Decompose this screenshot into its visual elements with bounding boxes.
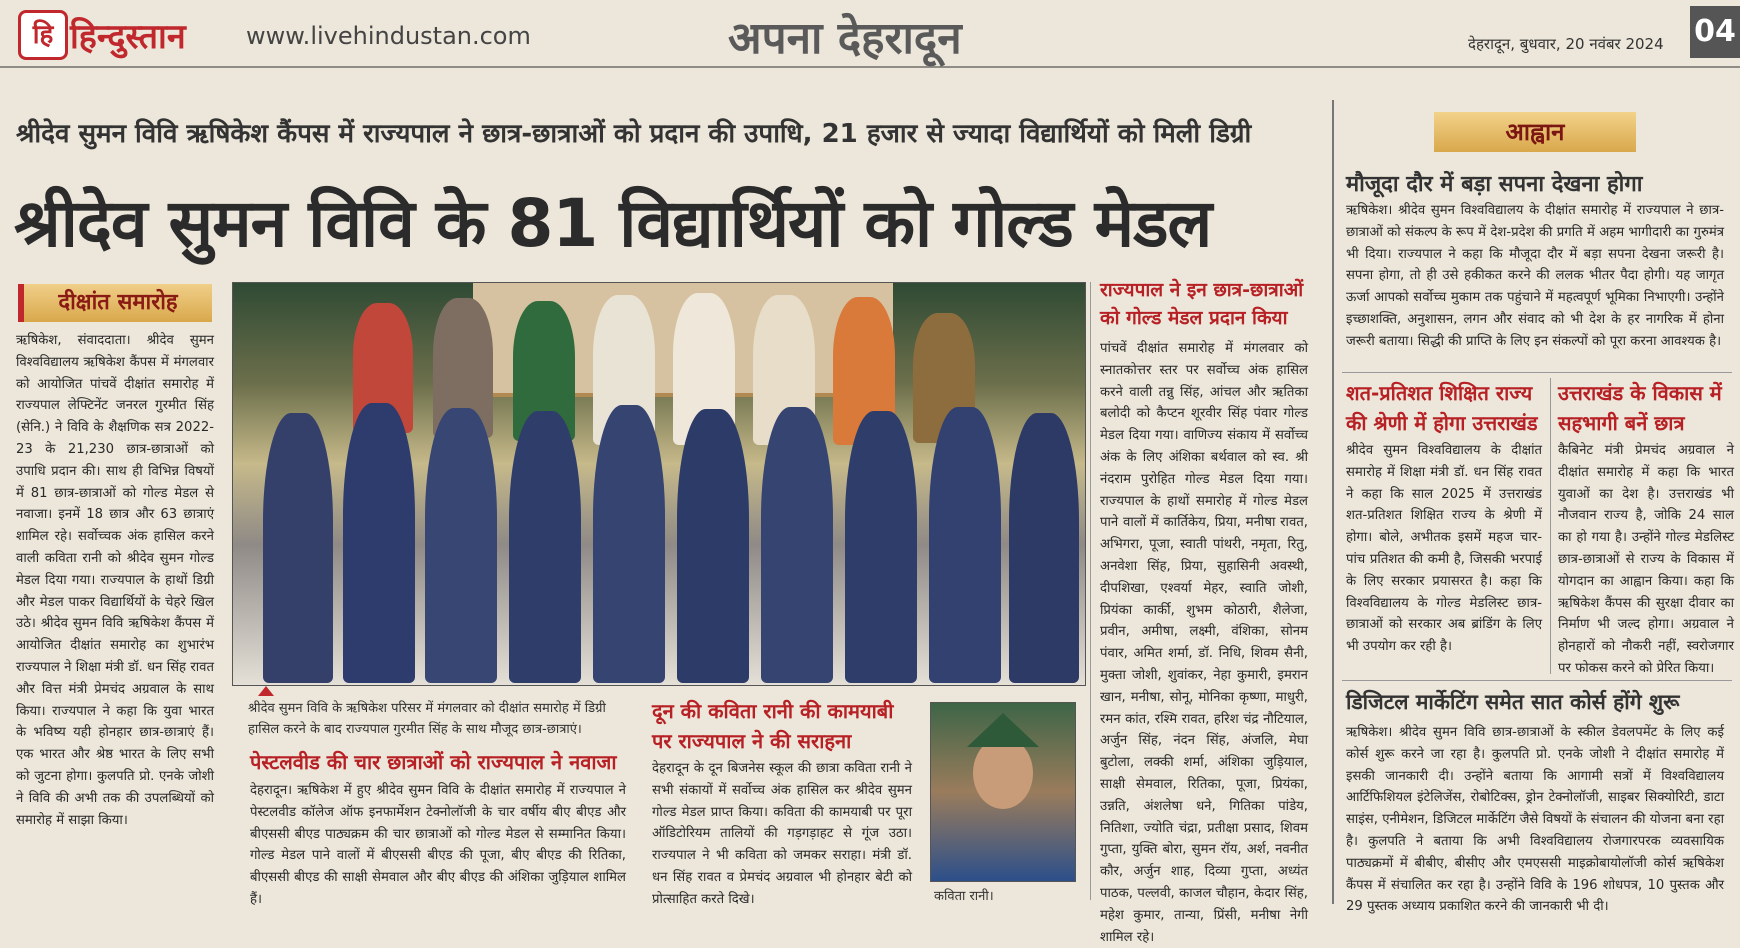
gold-medal-list-text: पांचवें दीक्षांत समारोह में मंगलवार को स्नातकोत्तर स्तर पर सर्वोच्च अंक हासिल करने वाली तन्नु सिंह, आंचल और ऋतिका बलोदी को कैप्टन शूरवीर सिंह पंवार गोल्ड मेडल दिया गया। वाणिज्य संकाय में सर्वोच्च अंक के लिए अंशिका बर्थवाल को स्व. श्री नंदराम पुरोहित गोल्ड मेडल दिया गया। राज्यपाल के हाथों समारोह में गोल्ड मेडल पाने वालों में कार्तिकेय, प्रिया, मनीषा रावत, अभिगरा, पूजा, स्वाती पांथरी, नमृता, रितु, अनवेशा सिंह, प्रिया, सुहासिनी अवस्थी, दीपशिखा, एश्वर्या मेहर, स्वाति जोशी, प्रियंका कार्की, शुभम कोठारी, शैलेजा, प्रवीन, अमीषा, लक्ष्मी, वंशिका, सोनम पंवार, अमित शर्मा, डॉ. निधि, शिवम सैनी, मुक्ता जोशी, शुवांकर, नेहा कुमारी, इमरान खान, मनीषा, सोनू, मोनिका कृष्णा, माधुरी, रमन कांत, रश्मि रावत, हरिश चंद्र नौटियाल, अर्जुन सिंह, नंदन सिंह, अंजलि, मेघा बुटोला, लक्की शर्मा, अंशिका जुड़ियाल, साक्षी सेमवाल, रितिका, पूजा, प्रियंका, उन्नति, अंशलेषा धने, गितिका पांडेय, नितिशा, ज्योति चंद्रा, प्रतीक्षा प्रसाद, शिवम गुप्ता, युक्ति बोरा, सुमन रॉय, अर्श, नवनीत कौर, अर्जुन शाह, दिव्या गुप्ता, अध्यंत पाठक, पल्लवी, काजल चौहान, केदार सिंह, महेश कुमार, तान्या, प्रिंसी, मनीषा नेगी शामिल रहे।: [1100, 341, 1308, 945]
story-headline: श्रीदेव सुमन विवि के 81 विद्यार्थियों को गोल्ड मेडल: [14, 185, 1212, 262]
portrait-face: [973, 737, 1033, 809]
website-url: www.livehindustan.com: [246, 22, 531, 50]
subhead-kavita-rani: दून की कविता रानी की कामयाबी पर राज्यपाल ने की सराहना: [652, 699, 894, 753]
right-headline-3: उत्तराखंड के विकास में सहभागी बनें छात्र: [1558, 381, 1722, 435]
photo-figure: [677, 409, 749, 683]
page-number: 04: [1690, 6, 1740, 58]
dateline: देहरादून, बुधवार, 20 नवंबर 2024: [1468, 35, 1664, 53]
right-divider: [1342, 680, 1732, 681]
right-headline-1: मौजूदा दौर में बड़ा सपना देखना होगा: [1346, 172, 1643, 197]
photo-figure: [425, 408, 497, 683]
kavita-photo-caption: कविता रानी।: [934, 889, 994, 904]
photo-figure: [509, 411, 581, 683]
right-headline-2: शत-प्रतिशत शिक्षित राज्य की श्रेणी में होगा उत्तराखंड: [1346, 381, 1538, 435]
story-pestalweed-text: देहरादून। ऋषिकेश में हुए श्रीदेव सुमन विवि के दीक्षांत समारोह में राज्यपाल ने पेस्टलवीड कॉलेज ऑफ इनफार्मेशन टेक्नोलॉजी के चार वर्षीय बीए बीएड और बीएससी बीएड पाठ्यक्रम की चार छात्राओं को गोल्ड मेडल से सम्मानित किया। गोल्ड मेडल पाने वालों में बीएससी बीएड की पूजा, बीए बीएड की रितिका, बीएससी बीएड की साक्षी सेमवाल और बीए बीएड की अंशिका जुड़ियाल शामिल हैं।: [250, 783, 626, 907]
photo-figure: [761, 407, 833, 683]
right-vertical-divider: [1550, 378, 1551, 674]
column-divider: [1090, 282, 1091, 900]
photo-figure: [263, 413, 333, 683]
portrait-cap: [967, 713, 1039, 747]
group-photo: [232, 282, 1086, 686]
right-body-4: ऋषिकेश। श्रीदेव सुमन विवि छात्र-छात्राओं के स्कील डेवलपमेंट के लिए कई कोर्स शुरू करने जा रहा है। कुलपति प्रो. एनके जोशी ने दीक्षांत समारोह में इसकी जानकारी दी। उन्होंने बताया कि आगामी सत्रों में विश्वविद्यालय आर्टिफिशियल इंटेलिजेंस, रोबोटिक्स, ड्रोन टेक्नोलॉजी, साइबर सिक्योरिटी, डाटा साइंस, एनीमेशन, डिजिटल मार्केटिंग जैसे विषयों के संचालन की योजना बना रहा है। कुलपति ने बताया कि अभी विश्वविद्यालय रोजगारपरक व्यवसायिक पाठ्यक्रमों में बीबीए, बीसीए और एमएससी माइक्रोबायोलॉजी कोर्स ऋषिकेश कैंपस में संचालित कर रहा है। उन्होंने विवि के 196 शोधपत्र, 10 पुस्तक और 29 पुस्तक अध्याय प्रकाशित करने की जानकारी भी दी।: [1346, 725, 1724, 915]
photo-figure: [343, 403, 415, 683]
right-body-2: श्रीदेव सुमन विश्वविद्यालय के दीक्षांत समारोह में शिक्षा मंत्री डॉ. धन सिंह रावत ने कहा कि साल 2025 में उत्तराखंड शत-प्रतिशत शिक्षित राज्य के श्रेणी में होगा। बोले, अभीतक इसमें महज चार-पांच प्रतिशत की कमी है, जिसकी भरपाई के लिए सरकार प्रयासरत है। कहा कि विश्वविद्यालय के गोल्ड मेडलिस्ट छात्र-छात्राओं को सरकार अब ब्रांडिंग के लिए भी उपयोग कर रही है।: [1346, 443, 1542, 655]
story-column-1: ऋषिकेश, संवाददाता। श्रीदेव सुमन विश्वविद्यालय ऋषिकेश कैंपस में मंगलवार को आयोजित पांचवें दीक्षांत समारोह में राज्यपाल लेफ्टिनेंट जनरल गुरमीत सिंह (सेनि.) ने विवि के शैक्षणिक सत्र 2022-23 के 21,230 छात्र-छात्राओं को उपाधि प्रदान की। साथ ही विभिन्न विषयों में 81 छात्र-छात्राओं को गोल्ड मेडल से नवाजा। इनमें 18 छात्र और 63 छात्राएं शामिल रहे। सर्वोच्चक अंक हासिल करने वाली कविता रानी को श्रीदेव सुमन गोल्ड मेडल दिया गया। राज्यपाल के हाथों डिग्री और मेडल पाकर विद्यार्थियों के चेहरे खिल उठे। श्रीदेव सुमन विवि ऋषिकेश कैंपस में आयोजित दीक्षांत समारोह का शुभारंभ राज्यपाल ने शिक्षा मंत्री डॉ. धन सिंह रावत और वित्त मंत्री प्रेमचंद अग्रवाल के साथ किया। राज्यपाल ने कहा कि युवा भारत के भविष्य यही होनहार छात्र-छात्राएं हैं। एक भारत और श्रेष्ठ भारत के लिए सभी को जुटना होगा। कुलपति प्रो. एनके जोशी ने विवि की अभी तक की उपलब्धियों को समारोह में साझा किया।: [16, 333, 214, 828]
photo-figure: [845, 411, 917, 683]
photo-figure: [593, 405, 665, 683]
right-body-3: कैबिनेट मंत्री प्रेमचंद अग्रवाल ने दीक्षांत समारोह में कहा कि भारत युवाओं का देश है। उत्तराखंड भी नौजवान राज्य है, जोकि 24 साल का हो गया है। उन्होंने गोल्ड मेडलिस्ट छात्र-छात्राओं से राज्य के विकास में योगदान का आह्वान किया। कहा कि ऋषिकेश कैंपस की सुरक्षा दीवार का निर्माण भी जल्द होगा। अग्रवाल ने होनहारों को नौकरी नहीं, स्वरोजगार पर फोकस करने को प्रेरित किया।: [1558, 443, 1734, 676]
right-body-1: ऋषिकेश। श्रीदेव सुमन विश्वविद्यालय के दीक्षांत समारोह में राज्यपाल ने छात्र-छात्राओं को संकल्प के रूप में देश-प्रदेश की प्रगति में अहम भागीदारी का गुरुमंत्र भी दिया। राज्यपाल ने कहा कि मौजूदा दौर में बड़ा सपना देखना जरूरी है। सपना होगा, तो ही उसे हकीकत करने की ललक भीतर पैदा होगी। यह जागृत ऊर्जा आपको सर्वोच्च मुकाम तक पहुंचाने में महत्वपूर्ण भूमिका निभाएगी। उन्होंने इच्छाशक्ति, अनुशासन, लगन और संवाद को भी देश के हर नागरिक में होना जरूरी बताया। सिद्धी की प्राप्ति के लिए इन संकल्पों को पूरा करना आवश्यक है।: [1346, 203, 1724, 349]
section-title: अपना देहरादून: [728, 13, 962, 64]
caption-marker-icon: [258, 686, 274, 696]
story-kavita-rani-text: देहरादून के दून बिजनेस स्कूल की छात्रा कविता रानी ने सभी संकायों में सर्वोच्च अंक हासिल कर श्रीदेव सुमन गोल्ड मेडल प्राप्त किया। कविता की कामयाबी पर पूरा ऑडिटोरियम तालियों की गड़गड़ाहट से गूंज उठा। राज्यपाल ने भी कविता को जमकर सराहा। मंत्री डॉ. धन सिंह रावत व प्रेमचंद अग्रवाल भी होनहार बेटी को प्रोत्साहित करते दिखे।: [652, 761, 912, 907]
section-tag: दीक्षांत समारोह: [18, 284, 212, 322]
subhead-pestalweed: पेस्टलवीड की चार छात्राओं को राज्यपाल ने नवाजा: [250, 750, 617, 774]
photo-figure: [1009, 413, 1079, 683]
right-column-tag: आह्वान: [1434, 112, 1636, 152]
brand-name: हिन्दुस्तान: [70, 17, 186, 57]
photo-caption: श्रीदेव सुमन विवि के ऋषिकेश परिसर में मंगलवार को दीक्षांत समारोह में डिग्री हासिल करने के बाद राज्यपाल गुरमीत सिंह के साथ मौजूद छात्र-छात्राएं।: [248, 701, 606, 737]
right-headline-4: डिजिटल मार्केटिंग समेत सात कोर्स होंगे शुरू: [1346, 690, 1680, 714]
story-strapline: श्रीदेव सुमन विवि ऋषिकेश कैंपस में राज्यपाल ने छात्र-छात्राओं को प्रदान की उपाधि, 21 हजार से ज्यादा विद्यार्थियों को मिली डिग्री: [16, 119, 1252, 149]
right-divider: [1342, 372, 1732, 373]
subhead-gold-medal-list: राज्यपाल ने इन छात्र-छात्राओं को गोल्ड मेडल प्रदान किया: [1100, 279, 1304, 329]
kavita-rani-photo: [930, 702, 1076, 882]
hindustan-logo-icon: हि: [18, 10, 68, 60]
photo-figure: [929, 407, 1001, 683]
